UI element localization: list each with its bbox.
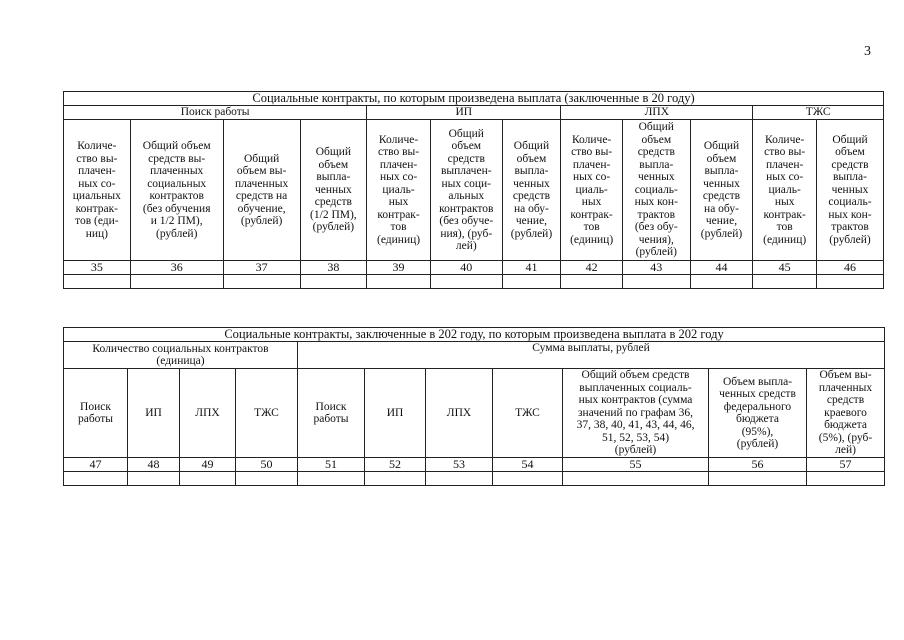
column-number: 46 — [817, 261, 884, 275]
empty-cell — [223, 275, 300, 289]
empty-cell — [753, 275, 817, 289]
group-header-job-search: Поиск работы — [64, 106, 367, 120]
empty-cell — [426, 472, 493, 486]
empty-cell — [130, 275, 223, 289]
column-number: 48 — [128, 458, 180, 472]
empty-cell — [300, 275, 367, 289]
empty-cell — [236, 472, 298, 486]
column-header: Общий объем средств выплаченных социаль- ных контрактов (сумма значений по графам 36, 37, 38, 40, 41, 43, 44, 46, 51, 52, 53, 54) (рублей) — [563, 369, 709, 458]
social-contracts-paid-table — [63, 91, 884, 289]
column-number: 52 — [365, 458, 426, 472]
empty-cell — [502, 275, 561, 289]
column-header: ЛПХ — [180, 369, 236, 458]
column-number: 42 — [561, 261, 623, 275]
column-header: Общий объем средств выпла- ченных социаль- ных кон- трактов (рублей) — [817, 120, 884, 261]
column-header: Количе- ство вы- плачен- ных со- циаль- ных контрак- тов (единиц) — [561, 120, 623, 261]
column-header: ТЖС — [236, 369, 298, 458]
column-header: ИП — [365, 369, 426, 458]
column-header: Общий объем средств выплачен- ных соци- альных контрактов (без обуче- ния), (руб- лей) — [430, 120, 502, 261]
table-row-empty — [64, 275, 884, 289]
column-header: ИП — [128, 369, 180, 458]
column-number: 57 — [807, 458, 885, 472]
column-number: 45 — [753, 261, 817, 275]
empty-cell — [690, 275, 753, 289]
column-header: Поиск работы — [298, 369, 365, 458]
group-header-tzhs: ТЖС — [753, 106, 884, 120]
column-number: 38 — [300, 261, 367, 275]
empty-cell — [817, 275, 884, 289]
column-number: 53 — [426, 458, 493, 472]
column-number: 37 — [223, 261, 300, 275]
column-number: 36 — [130, 261, 223, 275]
column-number: 40 — [430, 261, 502, 275]
table-title: Социальные контракты, заключенные в 202 году, по которым произведена выплата в 202 году — [64, 328, 885, 342]
empty-cell — [430, 275, 502, 289]
column-header: Общий объем средств вы- плаченных социальных контрактов (без обучения и 1/2 ПМ), (рублей) — [130, 120, 223, 261]
empty-cell — [493, 472, 563, 486]
column-header: Общий объем выпла- ченных средств на обу- чение, (рублей) — [502, 120, 561, 261]
column-number: 44 — [690, 261, 753, 275]
group-header-lph: ЛПХ — [561, 106, 753, 120]
column-number: 55 — [563, 458, 709, 472]
empty-cell — [64, 472, 128, 486]
column-number: 39 — [367, 261, 431, 275]
column-header: Количе- ство вы- плачен- ных со- циальных контрак- тов (еди- ниц) — [64, 120, 131, 261]
column-number: 43 — [622, 261, 690, 275]
empty-cell — [807, 472, 885, 486]
column-header: Количе- ство вы- плачен- ных со- циаль- ных контрак- тов (единиц) — [367, 120, 431, 261]
column-header: ТЖС — [493, 369, 563, 458]
column-header: Объем вы- плаченных средств краевого бюджета (5%), (руб- лей) — [807, 369, 885, 458]
empty-cell — [64, 275, 131, 289]
empty-cell — [128, 472, 180, 486]
column-number: 35 — [64, 261, 131, 275]
column-number: 54 — [493, 458, 563, 472]
social-contracts-concluded-table — [63, 327, 885, 486]
empty-cell — [709, 472, 807, 486]
empty-cell — [180, 472, 236, 486]
column-number: 50 — [236, 458, 298, 472]
empty-cell — [367, 275, 431, 289]
table-title: Социальные контракты, по которым произведена выплата (заключенные в 20 году) — [64, 92, 884, 106]
group-header-count: Количество социальных контрактов (единица) — [64, 342, 298, 369]
table-row-empty — [64, 472, 885, 486]
column-number: 49 — [180, 458, 236, 472]
page-number: 3 — [864, 44, 871, 59]
group-header-ip: ИП — [367, 106, 561, 120]
column-header: Общий объем выпла- ченных средств (1/2 ПМ), (рублей) — [300, 120, 367, 261]
column-number: 47 — [64, 458, 128, 472]
column-header: Общий объем средств выпла- ченных социаль- ных кон- трактов (без обу- чения), (рублей) — [622, 120, 690, 261]
column-header: Общий объем выпла- ченных средств на обу- чение, (рублей) — [690, 120, 753, 261]
column-number: 56 — [709, 458, 807, 472]
column-header: ЛПХ — [426, 369, 493, 458]
column-number: 41 — [502, 261, 561, 275]
empty-cell — [365, 472, 426, 486]
group-header-sum: Сумма выплаты, рублей — [298, 342, 885, 369]
column-number: 51 — [298, 458, 365, 472]
empty-cell — [561, 275, 623, 289]
column-header: Общий объем вы- плаченных средств на обучение, (рублей) — [223, 120, 300, 261]
empty-cell — [563, 472, 709, 486]
empty-cell — [622, 275, 690, 289]
column-header: Объем выпла- ченных средств федерального бюджета (95%), (рублей) — [709, 369, 807, 458]
column-header: Количе- ство вы- плачен- ных со- циаль- ных контрак- тов (единиц) — [753, 120, 817, 261]
column-header: Поиск работы — [64, 369, 128, 458]
empty-cell — [298, 472, 365, 486]
